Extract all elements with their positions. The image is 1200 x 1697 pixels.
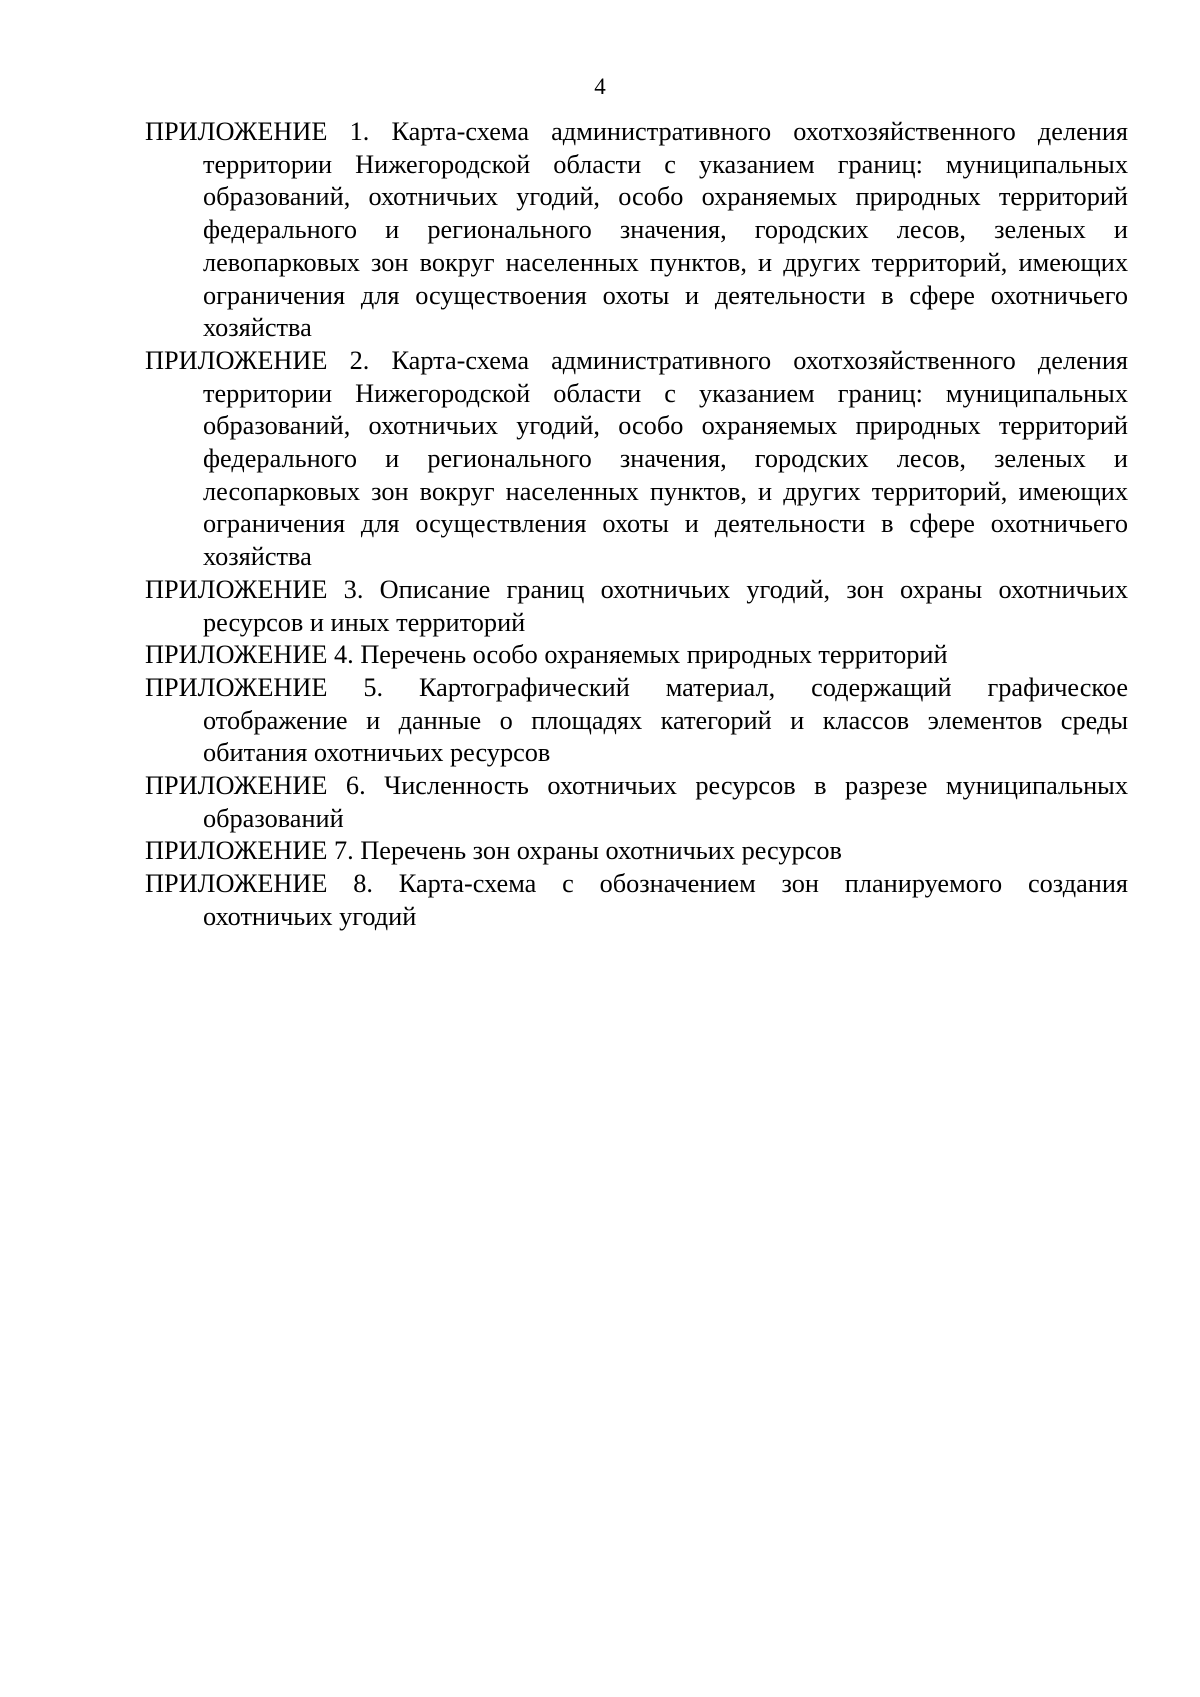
appendix-item-8: ПРИЛОЖЕНИЕ 8. Карта-схема с обозначением зон планируемого создания охотничьих угодий [145,869,1128,931]
appendix-item-7: ПРИЛОЖЕНИЕ 7. Перечень зон охраны охотничьих ресурсов [145,836,842,866]
appendix-item-6: ПРИЛОЖЕНИЕ 6. Численность охотничьих ресурсов в разрезе муниципальных образований [145,771,1128,833]
appendix-item-3: ПРИЛОЖЕНИЕ 3. Описание границ охотничьих угодий, зон охраны охотничьих ресурсов и иных территорий [145,574,1128,637]
page-number: 4 [594,74,606,99]
appendix-item-1: ПРИЛОЖЕНИЕ 1. Карта-схема административного охотхозяйственного деления территории Нижегородской области с указанием границ: муниципальных образований, охотничьих угодий, особо охраняемых природных территорий федерального и регионального значения, городских лесов, зеленых и левопарковых зон вокруг населенных пунктов, и других территорий, имеющих ограничения для осуществоения охоты и деятельности в сфере охотничьего хозяйства [145,117,1128,343]
appendix-item-5: ПРИЛОЖЕНИЕ 5. Картографический материал, содержащий графическое отображение и данные о площадях категорий и классов элементов среды обитания охотничьих ресурсов [145,672,1128,768]
appendix-list [145,116,1128,934]
appendix-item-4: ПРИЛОЖЕНИЕ 4. Перечень особо охраняемых природных территорий [145,640,948,670]
appendix-item-2: ПРИЛОЖЕНИЕ 2. Карта-схема административного охотхозяйственного деления территории Нижегородской области с указанием границ: муниципальных образований, охотничьих угодий, особо охраняемых природных территорий федерального и регионального значения, городских лесов, зеленых и лесопарковых зон вокруг населенных пунктов, и других территорий, имеющих ограничения для осуществления охоты и деятельности в сфере охотничьего хозяйства [145,345,1128,572]
